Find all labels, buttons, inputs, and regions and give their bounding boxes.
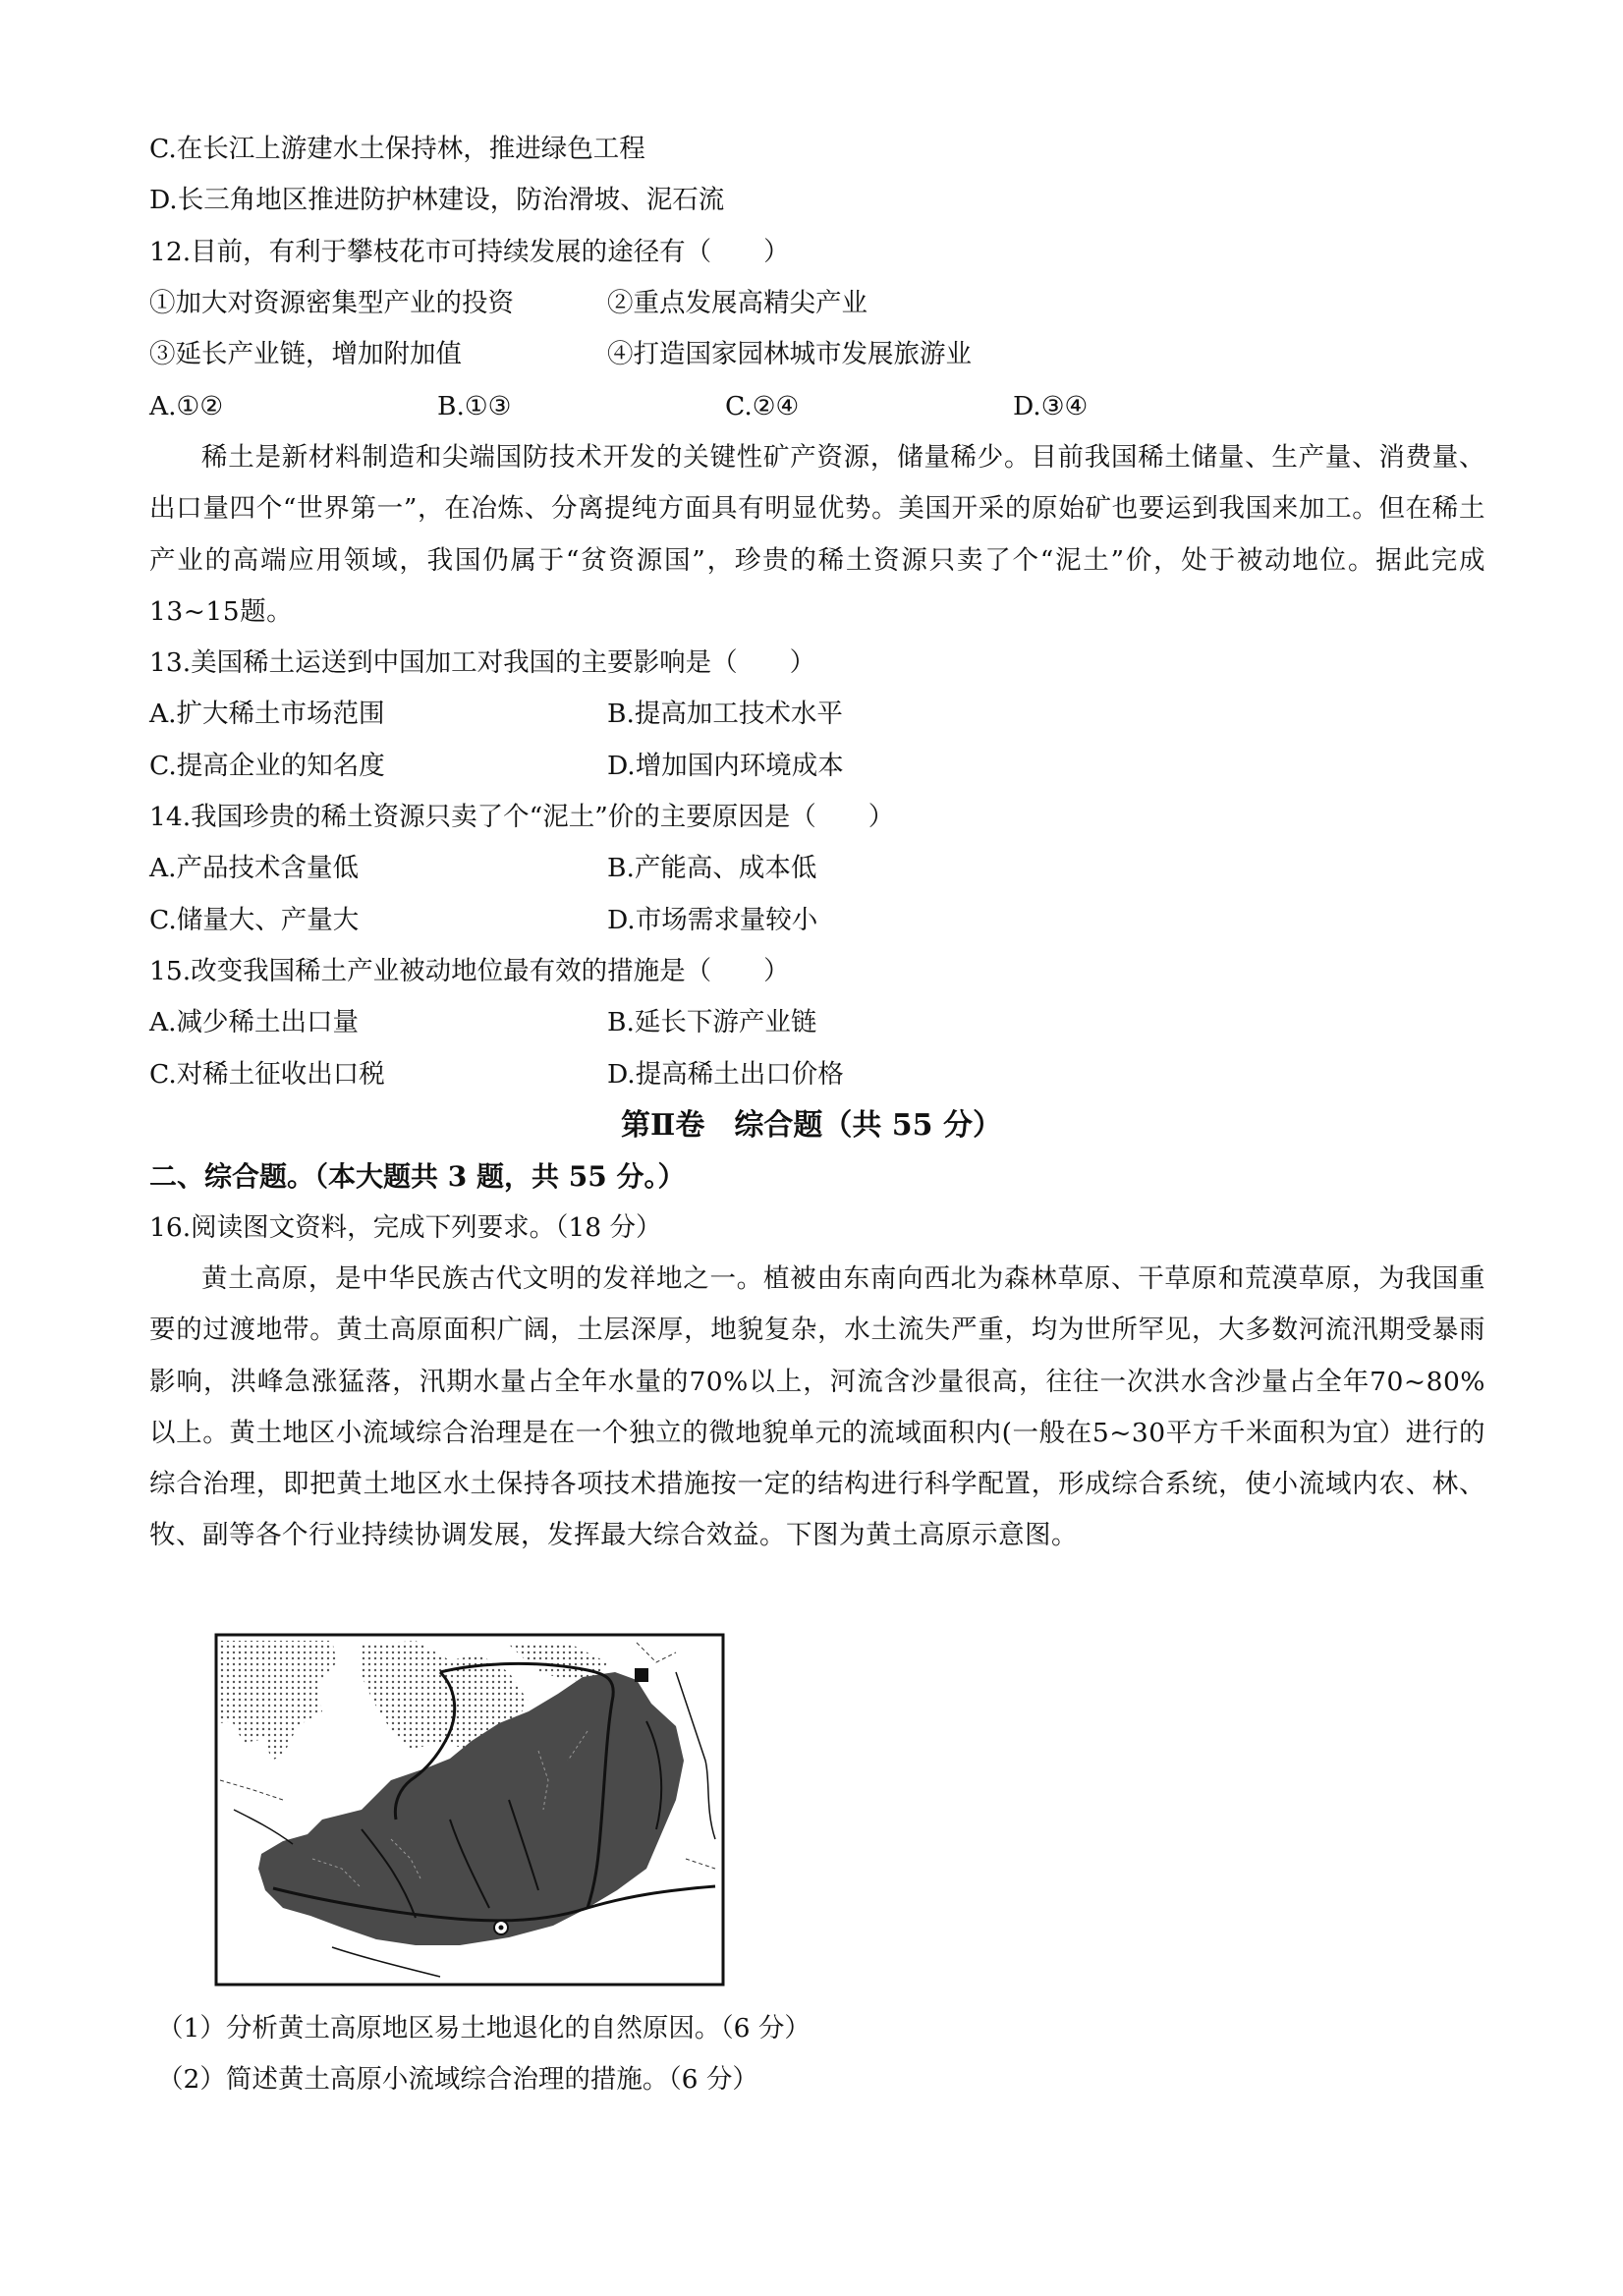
loess-plateau-map	[214, 1633, 725, 1987]
q15-stem: 15.改变我国稀土产业被动地位最有效的措施是（ ）	[149, 956, 790, 986]
section-2-heading: 二、综合题。（本大题共 3 题，共 55 分。）	[149, 1160, 686, 1193]
q16-sub-1: （1）分析黄土高原地区易土地退化的自然原因。（6 分）	[157, 2013, 811, 2044]
q12-option-c: C.②④	[725, 391, 800, 421]
q12-stem: 12.目前，有利于攀枝花市可持续发展的途径有（ ）	[149, 237, 790, 267]
rare-earth-passage: 稀土是新材料制造和尖端国防技术开发的关键性矿产资源，储量稀少。目前我国稀土储量、生产量、消费量、出口量四个“世界第一”，在冶炼、分离提纯方面具有明显优势。美国开采的原始矿也要运到我国来加工。但在稀土产业的高端应用领域，我国仍属于“贫资源国”，珍贵的稀土资源只卖了个“泥土”价，处于被动地位。据此完成13~15题。	[149, 442, 1485, 627]
q13-option-b: B.提高加工技术水平	[607, 699, 843, 729]
q12-item-2: ②重点发展高精尖产业	[607, 288, 867, 318]
q15-option-d: D.提高稀土出口价格	[607, 1059, 844, 1090]
q14-option-b: B.产能高、成本低	[607, 853, 817, 883]
q15-option-b: B.延长下游产业链	[607, 1007, 817, 1037]
q13-option-d: D.增加国内环境成本	[607, 751, 844, 781]
loess-plateau-map-svg	[214, 1633, 725, 1987]
q13-option-c: C.提高企业的知名度	[149, 751, 385, 781]
q16-stem: 16.阅读图文资料，完成下列要求。（18 分）	[149, 1212, 662, 1243]
city-marker-square	[635, 1668, 648, 1682]
q11-option-d: D.长三角地区推进防护林建设，防治滑坡、泥石流	[149, 185, 725, 215]
q15-option-c: C.对稀土征收出口税	[149, 1059, 385, 1090]
q12-option-b: B.①③	[437, 391, 512, 421]
q14-stem: 14.我国珍贵的稀土资源只卖了个“泥土”价的主要原因是（ ）	[149, 802, 895, 832]
q14-option-a: A.产品技术含量低	[149, 853, 360, 883]
part-2-title: 第Ⅱ卷 综合题（共 55 分）	[621, 1108, 1002, 1143]
q12-item-1: ①加大对资源密集型产业的投资	[149, 288, 514, 318]
q14-option-d: D.市场需求量较小	[607, 905, 818, 935]
q13-stem: 13.美国稀土运送到中国加工对我国的主要影响是（ ）	[149, 647, 816, 678]
q14-option-c: C.储量大、产量大	[149, 905, 360, 935]
q15-option-a: A.减少稀土出口量	[149, 1007, 360, 1037]
q12-option-d: D.③④	[1013, 391, 1089, 421]
q12-item-4: ④打造国家园林城市发展旅游业	[607, 339, 972, 369]
loess-passage: 黄土高原，是中华民族古代文明的发祥地之一。植被由东南向西北为森林草原、干草原和荒漠草原，为我国重要的过渡地带。黄土高原面积广阔，土层深厚，地貌复杂，水土流失严重，均为世所罕见，大多数河流汛期受暴雨影响，洪峰急涨猛落，汛期水量占全年水量的70%以上，河流含沙量很高，往往一次洪水含沙量占全年70~80%以上。黄土地区小流域综合治理是在一个独立的微地貌单元的流域面积内(一般在5~30平方千米面积为宜）进行的综合治理，即把黄土地区水土保持各项技术措施按一定的结构进行科学配置，形成综合系统，使小流域内农、林、牧、副等各个行业持续协调发展，发挥最大综合效益。下图为黄土高原示意图。	[149, 1263, 1485, 1551]
q12-option-a: A.①②	[149, 391, 224, 421]
city-marker-circle-center	[499, 1926, 504, 1931]
q12-item-3: ③延长产业链，增加附加值	[149, 339, 462, 369]
q13-option-a: A.扩大稀土市场范围	[149, 699, 385, 729]
q11-option-c: C.在长江上游建水土保持林，推进绿色工程	[149, 134, 645, 164]
q16-sub-2: （2）简述黄土高原小流域综合治理的措施。（6 分）	[157, 2064, 758, 2095]
